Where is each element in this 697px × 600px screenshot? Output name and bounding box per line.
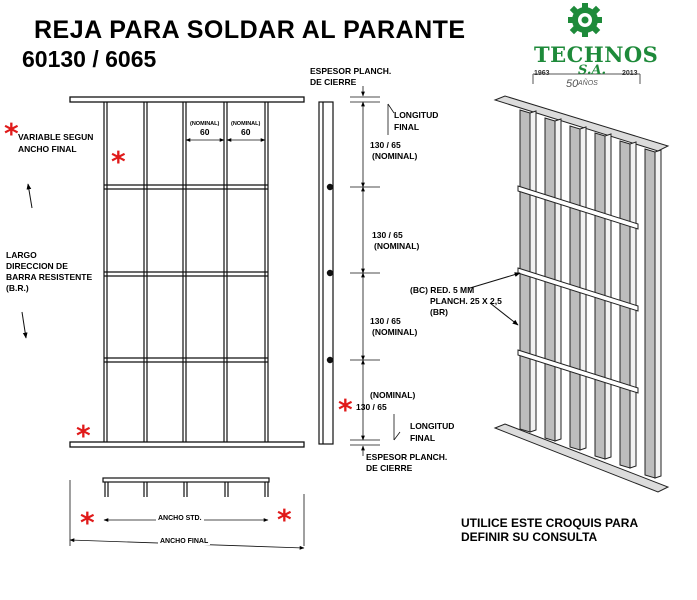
- label-largo: LARGO: [6, 250, 37, 260]
- label-ancho-std: ANCHO STD.: [158, 515, 202, 522]
- logo-year-end: 2013: [622, 70, 638, 77]
- logo-anniversary-word: AÑOS: [578, 80, 598, 87]
- label-planch: PLANCH. 25 X 2,5: [430, 296, 502, 306]
- label-br: (B.R.): [6, 283, 29, 293]
- label-nominal-a: (NOMINAL): [190, 121, 220, 127]
- label-barra-resistente: BARRA RESISTENTE: [6, 272, 93, 282]
- label-dim-4-nominal: (NOMINAL): [370, 390, 416, 400]
- label-final-bottom: FINAL: [410, 433, 436, 443]
- label-ancho-final: ANCHO FINAL: [160, 538, 209, 545]
- label-dim-3: 130 / 65: [370, 316, 401, 326]
- label-dim-4: 130 / 65: [356, 402, 387, 412]
- title-line-2: 60130 / 6065: [22, 46, 157, 72]
- asterisk-marker: *: [4, 117, 19, 150]
- logo-anniversary: 50: [566, 78, 579, 90]
- top-closing-plate: [70, 97, 304, 102]
- asterisk-marker: *: [80, 506, 95, 539]
- asterisk-marker: *: [277, 503, 292, 536]
- logo-suffix: S.A.: [578, 63, 607, 78]
- asterisk-marker: *: [338, 393, 353, 426]
- side-view-bar: [319, 102, 333, 444]
- crossbar-dot: [327, 184, 332, 189]
- label-de-cierre-top: DE CIERRE: [310, 77, 357, 87]
- bottom-closing-plate: [70, 442, 304, 447]
- label-nominal-a-value: 60: [200, 127, 210, 137]
- label-longitud-top: LONGITUD: [394, 110, 439, 120]
- asterisk-marker: *: [111, 145, 126, 178]
- isometric-view: [470, 96, 668, 492]
- label-direccion: DIRECCION DE: [6, 261, 68, 271]
- label-longitud-bottom: LONGITUD: [410, 421, 455, 431]
- note-line-2: DEFINIR SU CONSULTA: [461, 530, 598, 544]
- asterisk-marker: *: [76, 419, 91, 452]
- crossbar-dot: [327, 270, 332, 275]
- logo-year-start: 1963: [534, 70, 550, 77]
- label-ancho-final-left: ANCHO FINAL: [18, 144, 77, 154]
- bottom-plan-view: [103, 478, 269, 497]
- label-dim-2: 130 / 65: [372, 230, 403, 240]
- note-line-1: UTILICE ESTE CROQUIS PARA: [461, 516, 639, 530]
- label-nominal-b-value: 60: [241, 127, 251, 137]
- label-dim-1: 130 / 65: [370, 140, 401, 150]
- label-variable-segun: VARIABLE SEGUN: [18, 132, 94, 142]
- logo-name: TECHNOS: [534, 42, 659, 67]
- label-dim-1-nominal: (NOMINAL): [372, 151, 418, 161]
- label-dim-2-nominal: (NOMINAL): [374, 241, 420, 251]
- label-bc-red: (BC) RED. 5 MM: [410, 285, 475, 295]
- label-final-top: FINAL: [394, 122, 420, 132]
- label-espesor-bottom: ESPESOR PLANCH.: [366, 452, 448, 462]
- crossbar-dot: [327, 357, 332, 362]
- label-nominal-b: (NOMINAL): [231, 121, 261, 127]
- front-view-grating: [70, 97, 304, 452]
- label-br-iso: (BR): [430, 307, 448, 317]
- label-espesor-top: ESPESOR PLANCH.: [310, 66, 392, 76]
- instruction-note: [461, 516, 638, 544]
- title-line-1: REJA PARA SOLDAR AL PARANTE: [34, 16, 466, 44]
- label-dim-3-nominal: (NOMINAL): [372, 327, 418, 337]
- label-de-cierre-bottom: DE CIERRE: [366, 463, 413, 473]
